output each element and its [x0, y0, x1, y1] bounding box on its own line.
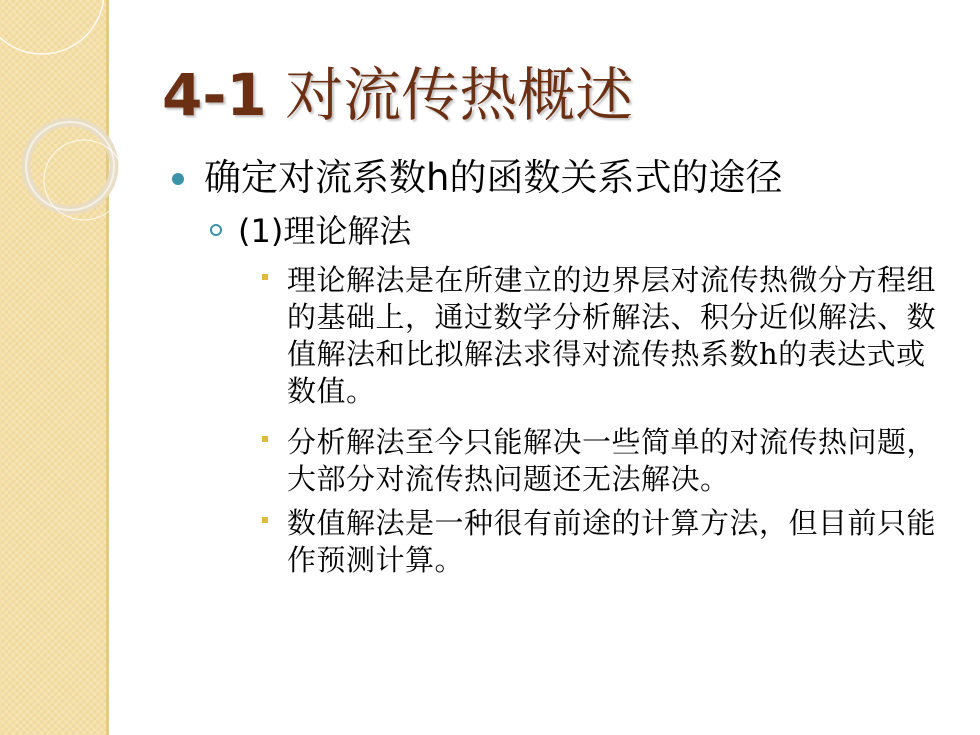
- title-number: 4-1: [162, 61, 267, 129]
- bullet-level3-item: [262, 505, 952, 579]
- bullet-level3-text: 分析解法至今只能解决一些简单的对流传热问题，大部分对流传热问题还无法解决。: [287, 425, 937, 496]
- bullet-square-icon: [262, 517, 268, 523]
- page-title: [162, 60, 633, 130]
- bullet-level3-item: [262, 262, 952, 410]
- bullet-level3-text: 理论解法是在所建立的边界层对流传热微分方程组的基础上，通过数学分析解法、积分近似解法、数值解法和比拟解法求得对流传热系数h的表达式或数值。: [287, 263, 937, 408]
- title-text: 对流传热概述: [285, 61, 634, 129]
- bullet-square-icon: [262, 274, 268, 280]
- bullet-square-icon: [262, 436, 268, 442]
- bullet-dot-icon: [172, 173, 184, 185]
- bullet-level2: [210, 210, 411, 252]
- bullet-ring-icon: [210, 224, 222, 236]
- bullet-level3-text: 数值解法是一种很有前途的计算方法，但目前只能作预测计算。: [287, 506, 937, 577]
- bullet-level2-text: (1)理论解法: [238, 212, 412, 250]
- bullet-level1-text: 确定对流系数h的函数关系式的途径: [204, 156, 783, 199]
- decorative-rings: [0, 0, 140, 260]
- bullet-level3-item: [262, 424, 952, 498]
- bullet-level1: [172, 154, 782, 202]
